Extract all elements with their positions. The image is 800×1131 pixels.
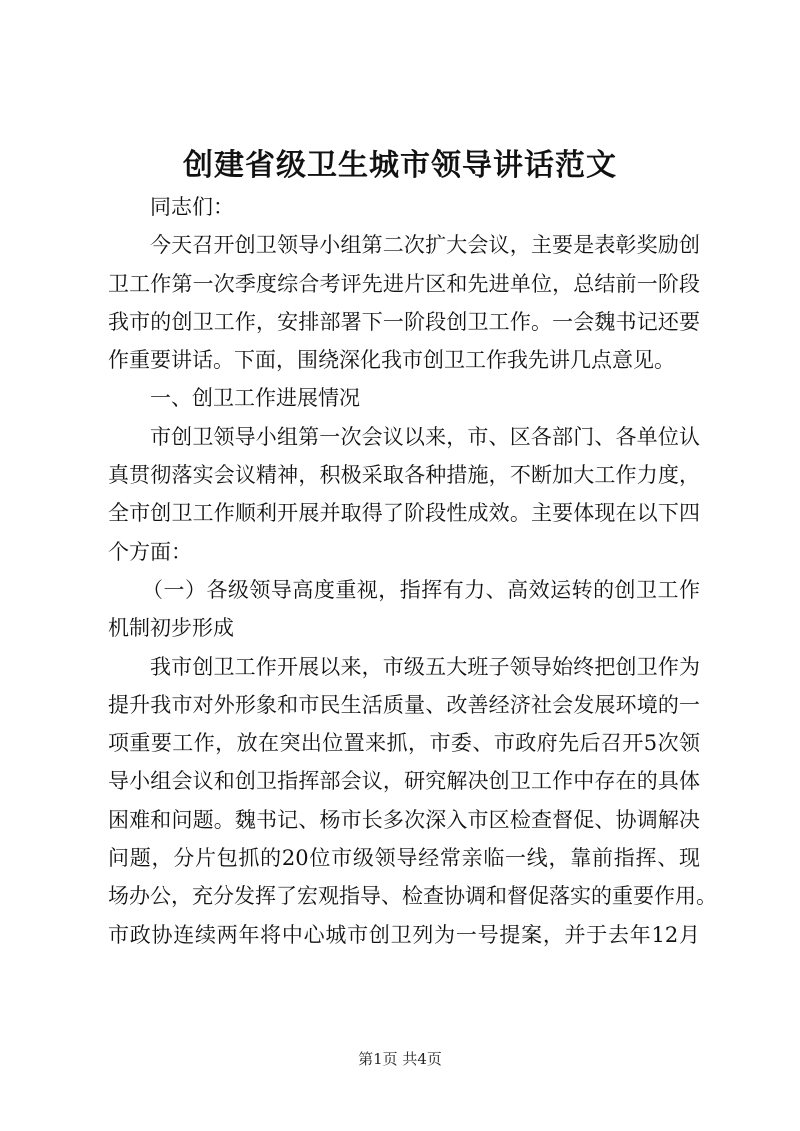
paragraph-line: 今天召开创卫领导小组第二次扩大会议，主要是表彰奖励创 — [150, 233, 700, 258]
paragraph-line: 场办公，充分发挥了宏观指导、检查协调和督促落实的重要作用。 — [108, 884, 717, 909]
subsection-heading: 机制初步形成 — [108, 616, 234, 641]
paragraph-line: 困难和问题。魏书记、杨市长多次深入市区检查督促、协调解决 — [108, 807, 700, 832]
document-title: 创建省级卫生城市领导讲话范文 — [183, 148, 617, 183]
subsection-heading: （一）各级领导高度重视，指挥有力、高效运转的创卫工作 — [142, 577, 700, 602]
section-heading: 一、创卫工作进展情况 — [150, 386, 360, 411]
paragraph-line: 市政协连续两年将中心城市创卫列为一号提案，并于去年12月 — [108, 922, 700, 947]
paragraph-line: 问题，分片包抓的20位市级领导经常亲临一线，靠前指挥、现 — [108, 846, 700, 871]
paragraph-line: 我市创卫工作开展以来，市级五大班子领导始终把创卫作为 — [150, 654, 700, 679]
paragraph-line: 全市创卫工作顺利开展并取得了阶段性成效。主要体现在以下四 — [108, 501, 700, 526]
document-body — [108, 188, 717, 954]
paragraph-line: 个方面： — [108, 539, 192, 564]
paragraph-line: 市创卫领导小组第一次会议以来，市、区各部门、各单位认 — [150, 424, 700, 449]
paragraph-line: 提升我市对外形象和市民生活质量、改善经济社会发展环境的一 — [108, 692, 700, 717]
paragraph-line: 作重要讲话。下面，围绕深化我市创卫工作我先讲几点意见。 — [108, 348, 675, 373]
paragraph-line: 我市的创卫工作，安排部署下一阶段创卫工作。一会魏书记还要 — [108, 309, 700, 334]
paragraph-line: 导小组会议和创卫指挥部会议，研究解决创卫工作中存在的具体 — [108, 769, 700, 794]
paragraph-line: 项重要工作，放在突出位置来抓，市委、市政府先后召开5次领 — [108, 731, 700, 756]
page-number: 第1页 共4页 — [358, 1050, 442, 1068]
salutation-line: 同志们： — [150, 195, 234, 219]
paragraph-line: 真贯彻落实会议精神，积极采取各种措施，不断加大工作力度， — [108, 463, 700, 488]
paragraph-line: 卫工作第一次季度综合考评先进片区和先进单位，总结前一阶段 — [108, 271, 700, 296]
